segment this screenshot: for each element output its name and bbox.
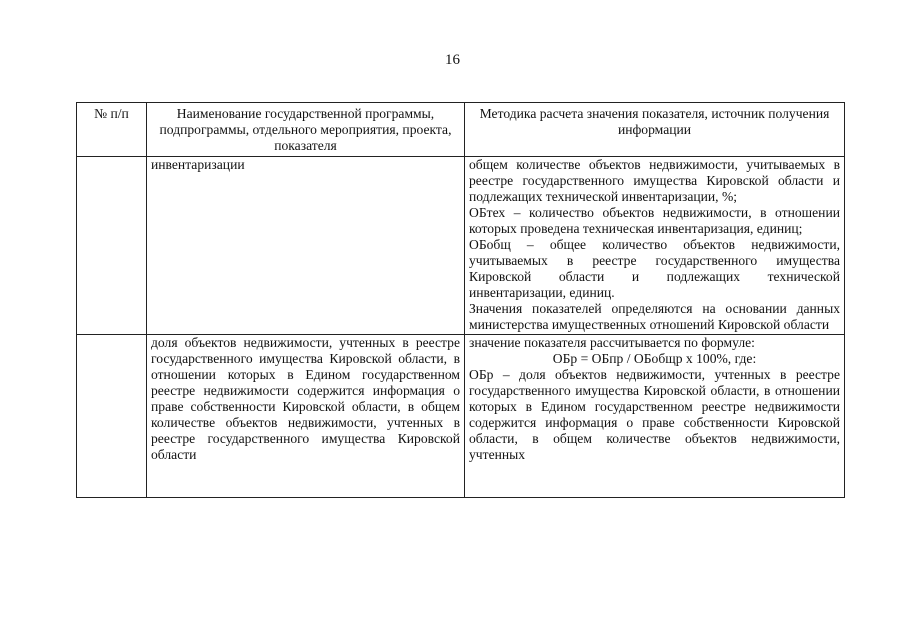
method-paragraph: ОБтех – количество объектов недвижимости, в отношении которых проведена техническая инвентаризация, единиц; [469,205,840,236]
table-row [77,157,845,335]
indicator-name: инвентаризации [147,157,465,335]
row-number [77,335,147,498]
method-paragraph: общем количестве объектов недвижимости, учитываемых в реестре государственного имущества Кировской области и подлежащих технической инвентаризации, %; [469,157,840,204]
page-number: 16 [445,52,460,68]
indicator-method [465,335,845,498]
header-method: Методика расчета значения показателя, источник получения информации [465,103,845,157]
formula: ОБр = ОБпр / ОБобщр х 100%, где: [552,351,757,366]
table-row [77,335,845,498]
header-program-name: Наименование государственной программы, подпрограммы, отдельного мероприятия, проекта, показателя [147,103,465,157]
indicator-table [76,102,845,498]
indicator-method [465,157,845,335]
row-number [77,157,147,335]
method-paragraph: Значения показателей определяются на основании данных министерства имущественных отношений Кировской области [469,301,840,332]
table-header-row [77,103,845,157]
method-paragraph: ОБобщ – общее количество объектов недвижимости, учитываемых в реестре государственного имущества Кировской области и подлежащих технической инвентаризации, единиц. [469,237,840,300]
header-number: № п/п [77,103,147,157]
method-description: ОБр – доля объектов недвижимости, учтенных в реестре государственного имущества Кировской области, в отношении которых в Едином государственном реестре недвижимости содержится информация о праве собственности Кировской области, в общем количестве объектов недвижимости, учтенных [469,367,840,462]
method-intro: значение показателя рассчитывается по формуле: [469,335,755,350]
indicator-name: доля объектов недвижимости, учтенных в реестре государственного имущества Кировской области, в отношении которых в Едином государственном реестре недвижимости содержится информация о праве собственности Кировской области, в общем количестве объектов недвижимости, учтенных в реестре государственного имущества Кировской области [147,335,465,498]
